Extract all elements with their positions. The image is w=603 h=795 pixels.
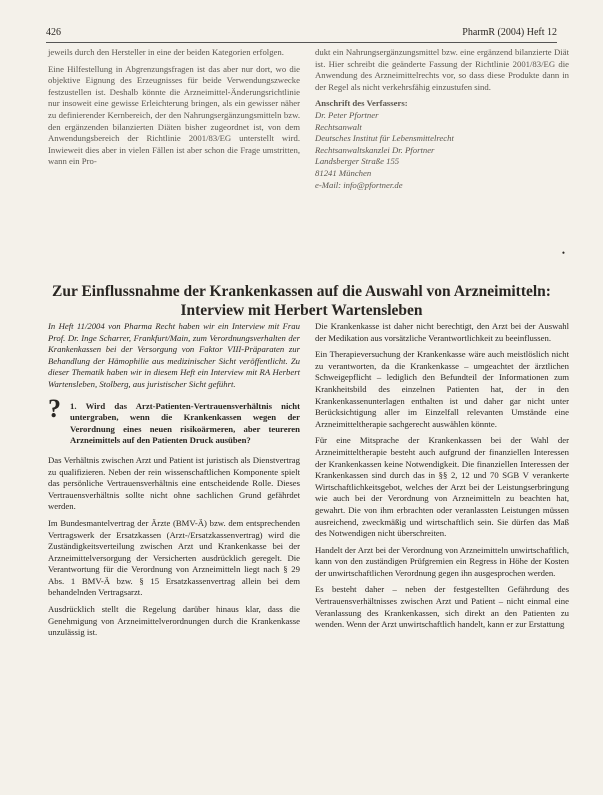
author-address <box>315 98 569 191</box>
paragraph: Für eine Mitsprache der Krankenkassen bei der Wahl der Arzneimitteltherapie besteht auch aufgrund der finanziellen Interessen der Krankenkassen keine Notwendigkeit. Die finanziellen Interessen der Krankenkassen sind durch das in §§ 2, 12 und 70 SGB V verankerte Wirtschaftlichkeitsgebot, welches der Arzt bei der Leistungserbringung wie auch bei der Verordnung von Arzneimitteln zu beachten hat, gewahrt. Die von ihm erbrachten oder veranlassten Leistungen müssen ausreichend, zweckmäßig und wirtschaftlich sein. Sie dürfen das Maß des Notwendigen nicht überschreiten. <box>315 435 569 539</box>
article-right-column <box>315 321 569 636</box>
paragraph: Es besteht daher – neben der festgestellten Gefährdung des Vertrauensverhältnisses zwischen Arzt und Patient – nicht einmal eine Veranlassung des Krankenkassen, sich direkt an den Patienten zu wenden. Wenn der Arzt unwirtschaftlich handelt, kann er zur Erstattung <box>315 584 569 630</box>
page-number: 426 <box>46 27 61 38</box>
paragraph: jeweils durch den Hersteller in eine der beiden Kategorien erfolgen. <box>48 47 284 57</box>
paragraph: Das Verhältnis zwischen Arzt und Patient ist juristisch als Dienstvertrag zu qualifizieren. Neben der rein wissenschaftlichen Komponente spielt das persönliche Vertrauensverhältnis eine entscheidende Rolle. Dieses Vertrauensverhältnis sollte nicht ohne sachlichen Grund gefährdet werden. <box>48 454 300 512</box>
paragraph: Die Krankenkasse ist daher nicht berechtigt, den Arzt bei der Auswahl der Medikation aus vorsätzliche Verantwortlichkeit zu beeinflussen. <box>315 321 569 343</box>
running-header <box>46 26 557 43</box>
paragraph: Handelt der Arzt bei der Verordnung von Arzneimitteln unwirtschaftlich, kann von den zuständigen Prüfgremien ein Regress in Höhe der Kosten der unwirtschaftlichen Verordnung gegen ihn ausgesprochen werden. <box>315 544 569 578</box>
address-line: e-Mail: info@pfortner.de <box>315 179 403 190</box>
address-line: Landsberger Straße 155 <box>315 156 400 167</box>
question-text: 1. Wird das Arzt-Patienten-Vertrauensverhältnis nicht untergraben, wenn die Krankenkassen wegen der Verordnung eines neuen risikoärmeren, aber teureren Arzneimittels auf den Patienten Druck ausüben? <box>70 400 300 446</box>
paragraph: Im Bundesmantelvertrag der Ärzte (BMV-Ä) bzw. dem entsprechenden Vertragswerk der Ersatzkassen (Arzt-/Ersatzkassenvertrag) wird die Zuständigkeitsverteilung zwischen Arzt und Krankenkasse bei der Arzneimittelversorgung der Versicherten ausdrücklich geregelt. Die Verantwortung für die Verordnung von Arzneimitteln liegt nach § 29 Abs. 1 BMV-Ä bzw. § 15 Ersatzkassenvertrag allein bei dem behandelnden Vertragsarzt. <box>48 517 300 598</box>
address-line: Deutsches Institut für Lebensmittelrecht <box>315 133 454 144</box>
paragraph: Ein Therapieversuchung der Krankenkasse wäre auch meistlöslich nicht zu verantworten, da die Krankenkasse – umgeachtet der ärztlichen Schweigepflicht – lediglich den Befundteil der Informationen zum Krankheitsbild des einzelnen Patienten hat, der in den Krankenkassenunterlagen enthalten ist und daher gar nicht unter Berücksichtigung aller im Einzelfall relevanten Umstände eine Arzneimitteltherapie sachgerecht auswählen könnte. <box>315 349 569 429</box>
address-line: Rechtsanwalt <box>315 121 362 132</box>
paragraph: dukt ein Nahrungsergänzungsmittel bzw. eine ergänzend bilanzierte Diät ist. Hier schreibt die geänderte Fassung der Richtlinie 2001/83/EG die Anwendung des Arzneimittelrechts vor, so dass diese Produkte dann in der Regel als nicht verkehrsfähig einzustufen sind. <box>315 47 569 92</box>
article-title: Zur Einflussnahme der Krankenkassen auf die Auswahl von Arzneimitteln: Interview mit Herbert Wartensleben <box>52 283 551 320</box>
end-mark: • <box>561 248 565 258</box>
article-left-column <box>48 321 300 644</box>
previous-article-left-column <box>48 47 300 173</box>
journal-reference: PharmR (2004) Heft 12 <box>462 27 557 38</box>
address-line: Dr. Peter Pfortner <box>315 109 379 120</box>
paragraph: Ausdrücklich stellt die Regelung darüber hinaus klar, dass die Genehmigung von Arzneimittelverordnungen durch die Krankenkasse unzulässig ist. <box>48 604 300 638</box>
address-label: Anschrift des Verfassers: <box>315 98 408 109</box>
address-line: 81241 München <box>315 167 372 178</box>
paragraph: Eine Hilfestellung in Abgrenzungsfragen ist das aber nur dort, wo die objektive Eignung des Erzeugnisses für beide Verwendungszwecke festzustellen ist. Deshalb könnte die Arzneimittel-Änderungsrichtlinie nur insoweit eine gewisse Erleichterung bringen, als ein gewisser näher zu definierender Kernbereich, der den Nahrungsergänzungsmitteln bzw. den ergänzenden bilanzierten Diäten bisher zugeordnet ist, von dem Anwendungsbereich der Richtlinie 2001/83/EG unterstellt wird. Inwieweit dies aber in vielen Fällen ist aber schon die Frage umstritten, wann ein Pro- <box>48 63 300 167</box>
question-mark-icon: ? <box>48 393 61 423</box>
previous-article-right-column <box>315 47 569 191</box>
interview-question <box>48 393 300 447</box>
article-intro: In Heft 11/2004 von Pharma Recht haben wir ein Interview mit Frau Prof. Dr. Inge Scharrer, Frankfurt/Main, zum Verordnungsverhalten der Krankenkassen bei der Versorgung von Faktor VIII-Präparaten zur Behandlung der Hämophilie aus medizinischer Sicht veröffentlicht. Zu dieser Thematik haben wir in diesem Heft ein Interview mit RA Herbert Wartensleben, Stolberg, aus juristischer Sicht geführt. <box>48 321 300 389</box>
address-line: Rechtsanwaltskanzlei Dr. Pfortner <box>315 144 435 155</box>
